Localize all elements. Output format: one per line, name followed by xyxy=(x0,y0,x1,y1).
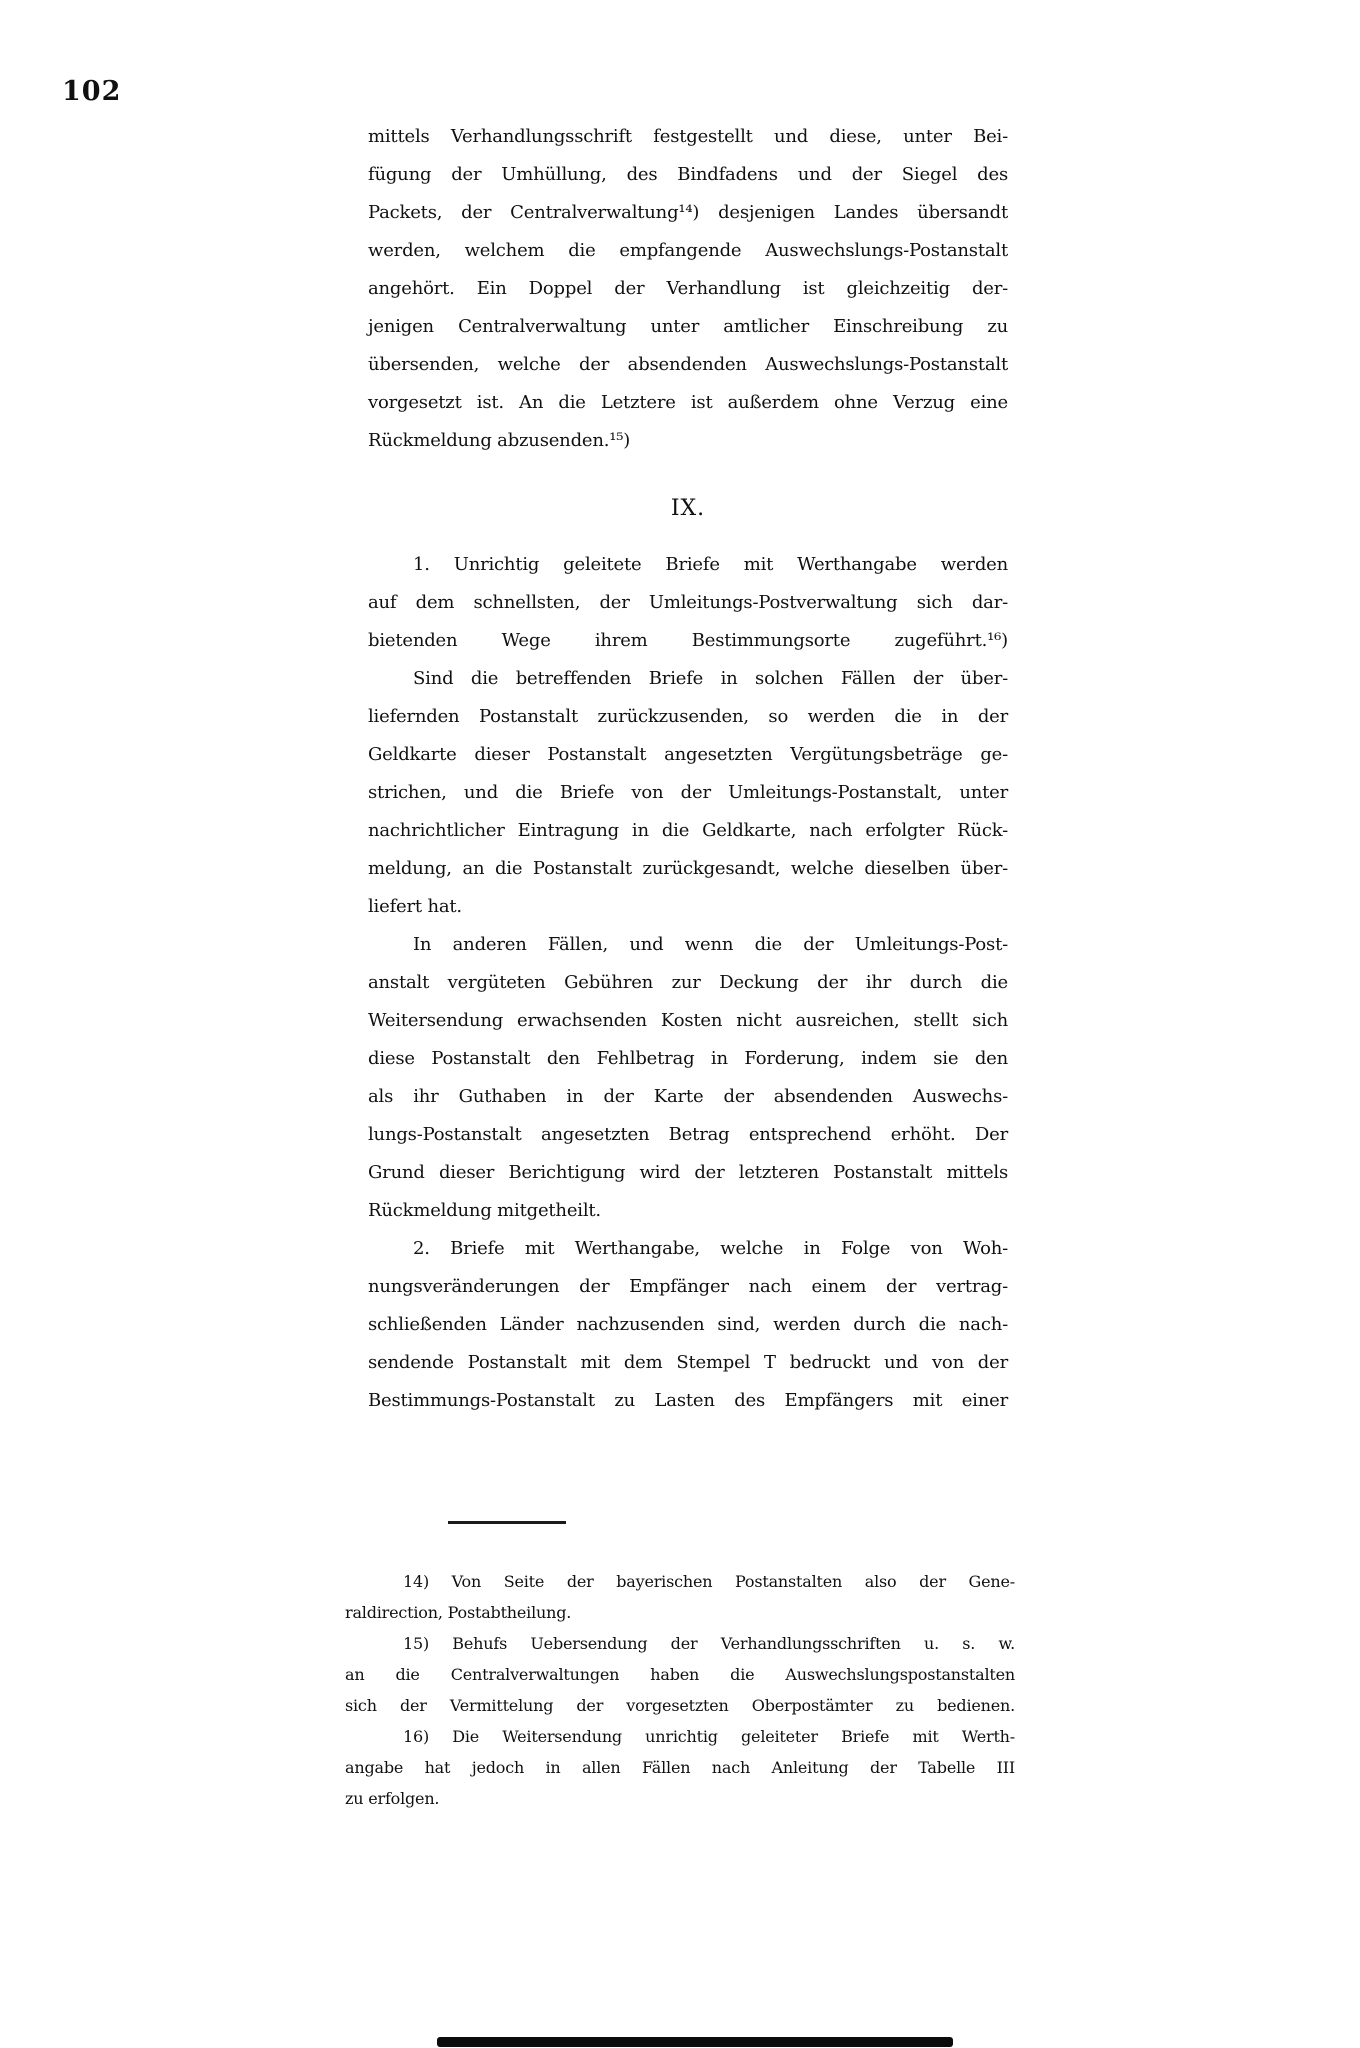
text-line: vorgesetzt ist. An die Letztere ist außerdem ohne Verzug eine xyxy=(368,392,1008,413)
text-line: als ihr Guthaben in der Karte der absendenden Auswechs- xyxy=(368,1086,1008,1107)
text-line: angehört. Ein Doppel der Verhandlung ist gleichzeitig der- xyxy=(368,278,1008,299)
paragraph xyxy=(368,926,1008,1230)
footnote-line: 16) Die Weitersendung unrichtig geleiteter Briefe mit Werth- xyxy=(403,1727,1015,1746)
paragraph xyxy=(368,546,1008,660)
text-line: strichen, und die Briefe von der Umleitungs-Postanstalt, unter xyxy=(368,782,1008,803)
footnote-line: 14) Von Seite der bayerischen Postanstalten also der Gene- xyxy=(403,1572,1015,1591)
text-line: sendende Postanstalt mit dem Stempel T bedruckt und von der xyxy=(368,1352,1008,1373)
text-line: nachrichtlicher Eintragung in die Geldkarte, nach erfolgter Rück- xyxy=(368,820,1008,841)
text-line: lungs-Postanstalt angesetzten Betrag entsprechend erhöht. Der xyxy=(368,1124,1008,1145)
text-line: auf dem schnellsten, der Umleitungs-Postverwaltung sich dar- xyxy=(368,592,1008,613)
footnote-line: 15) Behufs Uebersendung der Verhandlungsschriften u. s. w. xyxy=(403,1634,1015,1653)
text-line: anstalt vergüteten Gebühren zur Deckung der ihr durch die xyxy=(368,972,1008,993)
text-line: Packets, der Centralverwaltung¹⁴) desjenigen Landes übersandt xyxy=(368,202,1008,223)
text-line: diese Postanstalt den Fehlbetrag in Forderung, indem sie den xyxy=(368,1048,1008,1069)
footnote-line: an die Centralverwaltungen haben die Auswechslungspostanstalten xyxy=(345,1665,1015,1684)
text-line: übersenden, welche der absendenden Auswechslungs-Postanstalt xyxy=(368,354,1008,375)
text-line: 1. Unrichtig geleitete Briefe mit Werthangabe werden xyxy=(413,554,1008,575)
text-line: Rückmeldung abzusenden.¹⁵) xyxy=(368,430,631,451)
text-line: werden, welchem die empfangende Auswechslungs-Postanstalt xyxy=(368,240,1008,261)
footnote-separator-rule xyxy=(448,1521,566,1524)
footnote xyxy=(345,1628,1015,1721)
footnote-line: raldirection, Postabtheilung. xyxy=(345,1603,572,1622)
text-line: Bestimmungs-Postanstalt zu Lasten des Empfängers mit einer xyxy=(368,1390,1008,1411)
text-line: bietenden Wege ihrem Bestimmungsorte zugeführt.¹⁶) xyxy=(368,630,1008,651)
text-line: Weitersendung erwachsenden Kosten nicht ausreichen, stellt sich xyxy=(368,1010,1008,1031)
body-text-block xyxy=(368,118,1008,1420)
footnote-line: sich der Vermittelung der vorgesetzten Oberpostämter zu bedienen. xyxy=(345,1696,1015,1715)
text-line: jenigen Centralverwaltung unter amtlicher Einschreibung zu xyxy=(368,316,1008,337)
text-line: meldung, an die Postanstalt zurückgesandt, welche dieselben über- xyxy=(368,858,1008,879)
scan-artifact-bar xyxy=(437,2037,953,2047)
page-number: 102 xyxy=(62,76,122,107)
text-line: Geldkarte dieser Postanstalt angesetzten Vergütungsbeträge ge- xyxy=(368,744,1008,765)
footnote-line: zu erfolgen. xyxy=(345,1789,440,1808)
text-line: Sind die betreffenden Briefe in solchen Fällen der über- xyxy=(413,668,1008,689)
text-line: In anderen Fällen, und wenn die der Umleitungs-Post- xyxy=(413,934,1008,955)
section-heading: IX. xyxy=(670,496,706,521)
text-line: fügung der Umhüllung, des Bindfadens und der Siegel des xyxy=(368,164,1008,185)
footnote xyxy=(345,1721,1015,1814)
text-line: mittels Verhandlungsschrift festgestellt und diese, unter Bei- xyxy=(368,126,1008,147)
footnote xyxy=(345,1566,1015,1628)
text-line: liefernden Postanstalt zurückzusenden, so werden die in der xyxy=(368,706,1008,727)
text-line: Rückmeldung mitgetheilt. xyxy=(368,1200,601,1221)
paragraph xyxy=(368,1230,1008,1420)
paragraph xyxy=(368,118,1008,460)
text-line: Grund dieser Berichtigung wird der letzteren Postanstalt mittels xyxy=(368,1162,1008,1183)
text-line: 2. Briefe mit Werthangabe, welche in Folge von Woh- xyxy=(413,1238,1008,1259)
footnotes-block xyxy=(345,1566,1015,1814)
paragraph xyxy=(368,660,1008,926)
text-line: nungsveränderungen der Empfänger nach einem der vertrag- xyxy=(368,1276,1008,1297)
text-line: liefert hat. xyxy=(368,896,462,917)
footnote-line: angabe hat jedoch in allen Fällen nach Anleitung der Tabelle III xyxy=(345,1758,1015,1777)
text-line: schließenden Länder nachzusenden sind, werden durch die nach- xyxy=(368,1314,1008,1335)
